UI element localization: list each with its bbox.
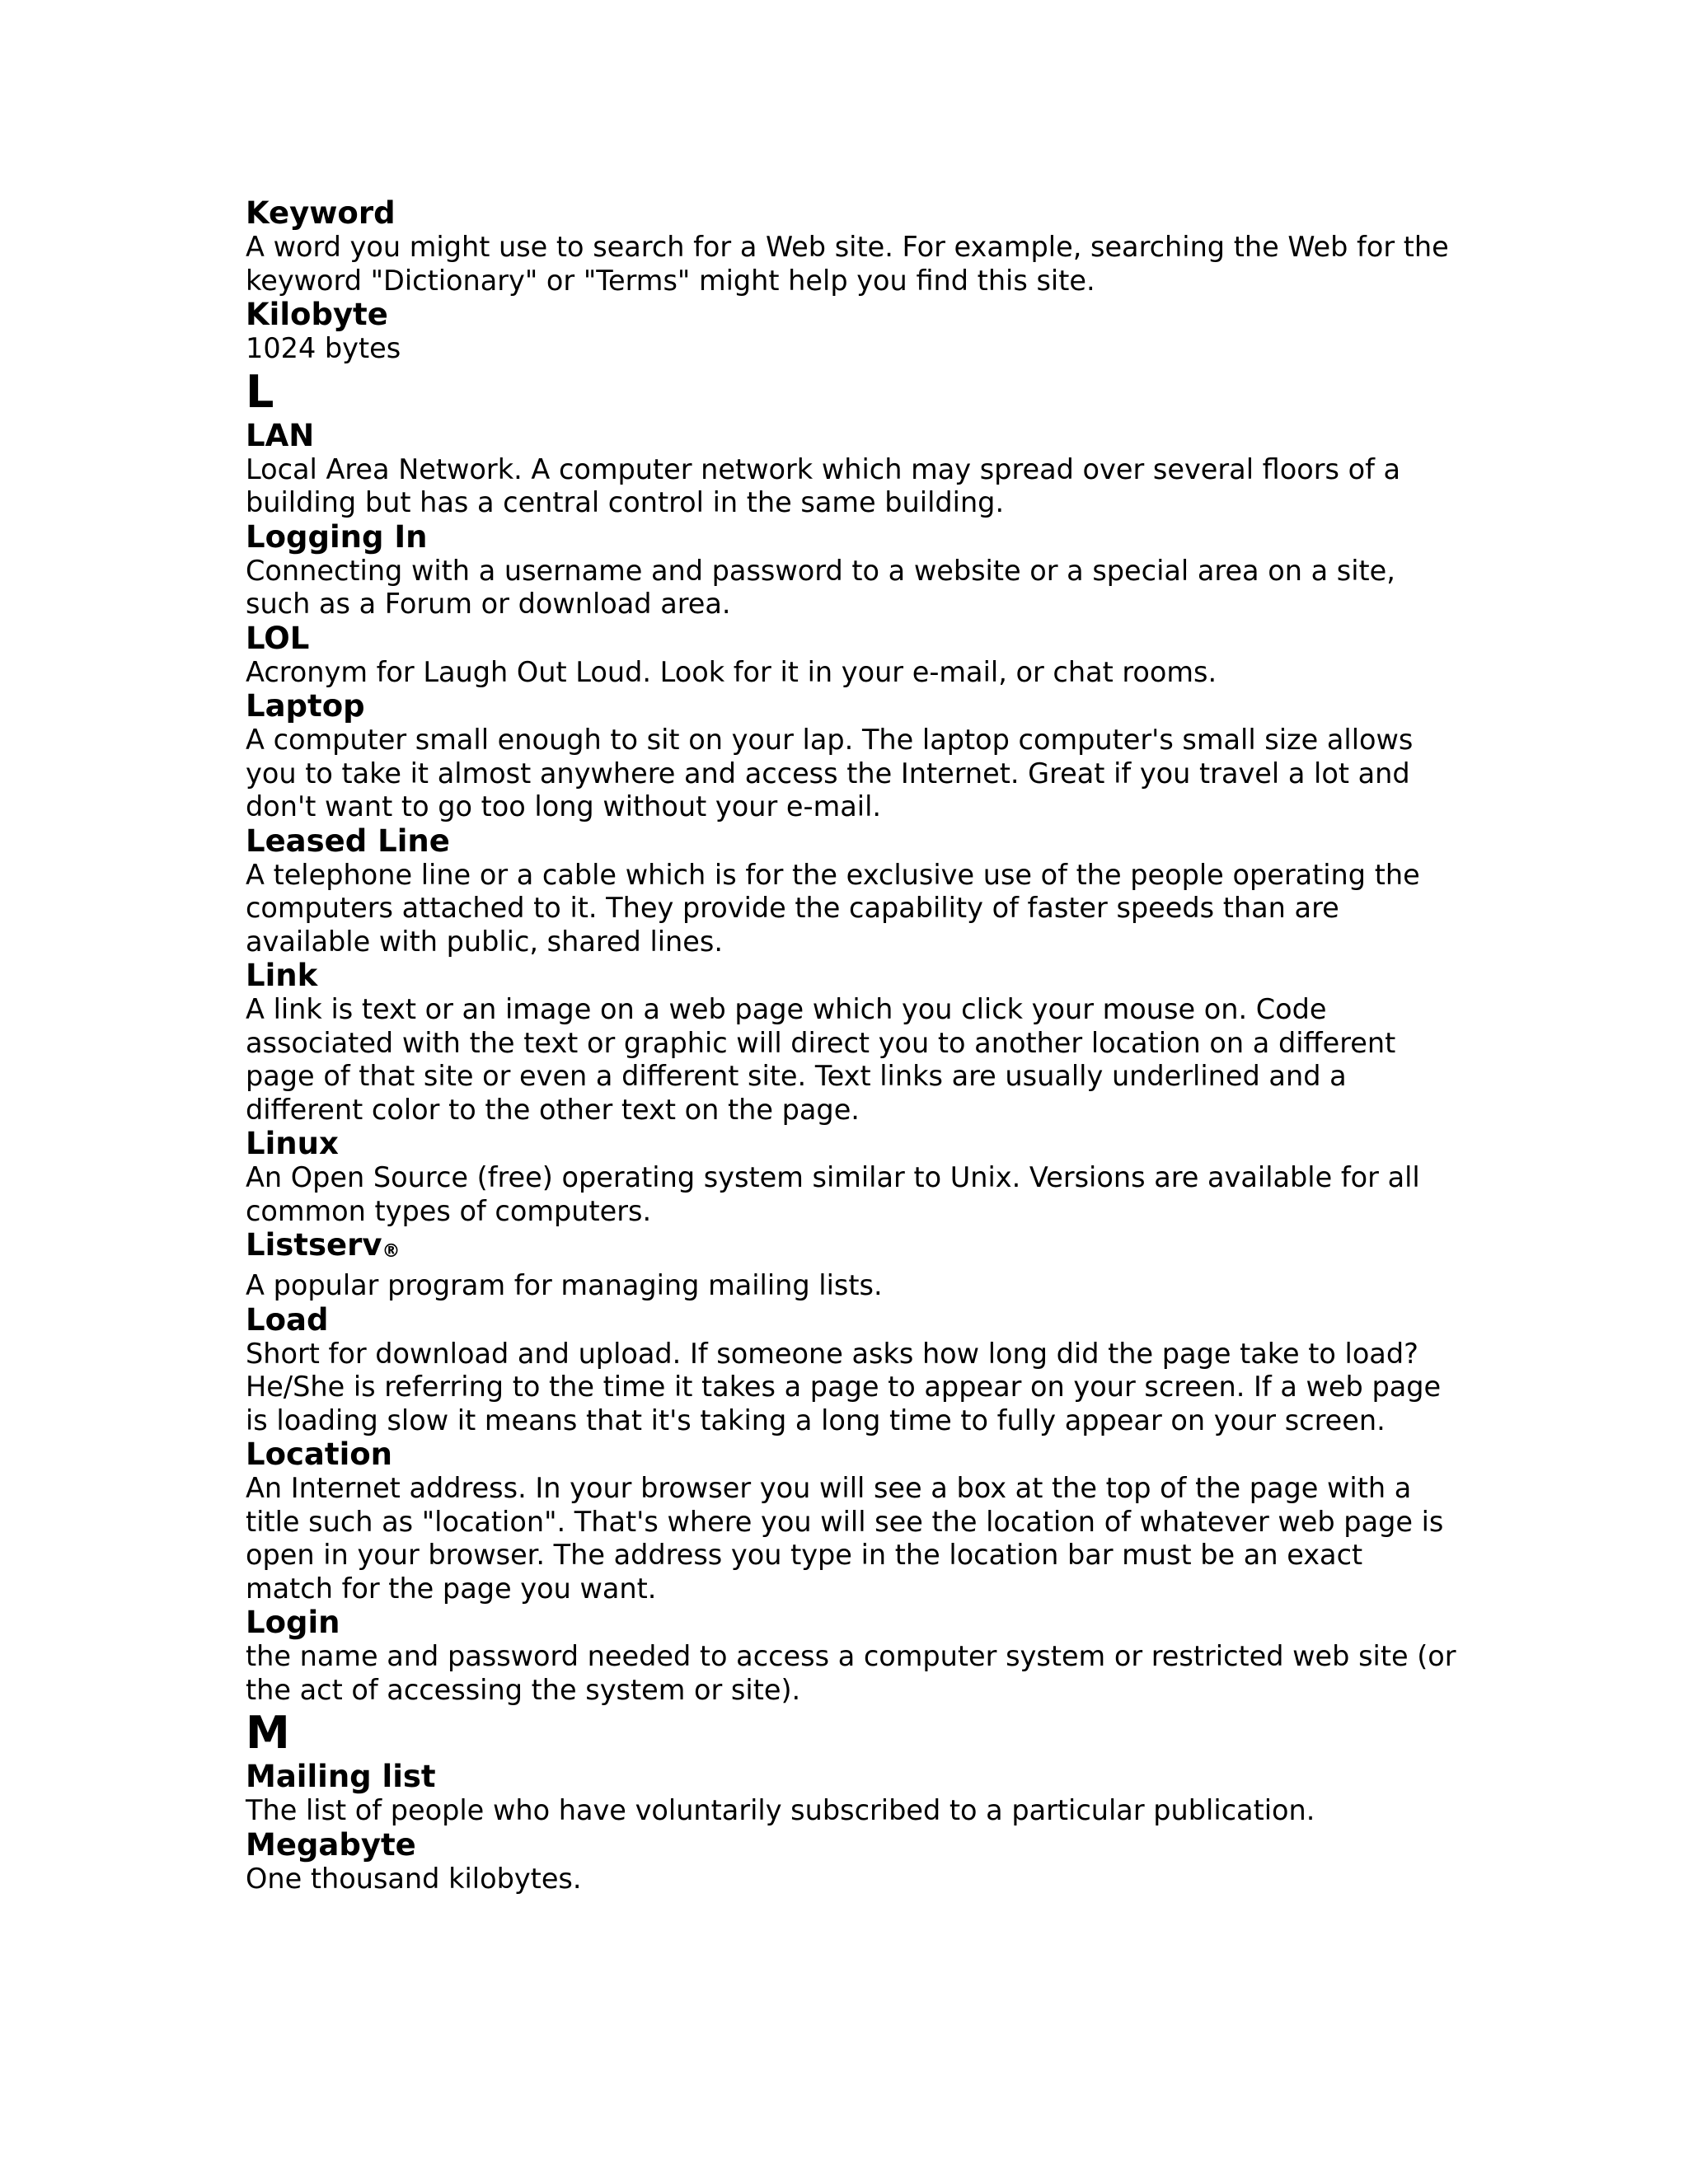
entry-definition: One thousand kilobytes. [246,1862,582,1895]
entry-term [246,1605,1457,1640]
glossary-sections [246,196,1457,1896]
section-letter-heading: L [246,365,274,418]
entry-term [246,1828,1457,1863]
glossary-entry [246,1760,1457,1828]
glossary-entry [246,621,1457,690]
entry-term [246,1127,1457,1161]
entry-term [246,1437,1457,1472]
entry-term-text: LOL [246,620,310,656]
entry-term-text: Mailing list [246,1759,436,1794]
glossary-section [246,1707,1457,1896]
section-letter-heading: M [246,1707,290,1759]
entry-term-text: Megabyte [246,1826,416,1863]
glossary-page [246,196,1457,1896]
entry-definition: Short for download and upload. If someone asks how long did the page take to load? He/She is referring to the time it takes a page to appear on your screen. If a web page is loading slow it means that it's taking a long time to fully appear on your screen. [246,1337,1442,1436]
entry-term [246,1760,1457,1794]
entry-term-text: Leased Line [246,823,450,859]
glossary-section [246,196,1457,366]
glossary-entry [246,689,1457,824]
entry-term-text: Linux [246,1126,339,1161]
entry-term [246,520,1457,555]
entry-term-text: Kilobyte [246,297,388,332]
glossary-entry [246,1228,1457,1303]
glossary-entry [246,1605,1457,1707]
entry-term [246,1228,1457,1269]
entry-definition: A popular program for managing mailing lists. [246,1269,883,1301]
entry-definition: the name and password needed to access a computer system or restricted web site (or the act of accessing the system or site). [246,1640,1456,1706]
entry-term [246,196,1457,231]
entry-definition: Local Area Network. A computer network which may spread over several floors of a building but has a central control in the same building. [246,452,1401,518]
registered-mark: ® [382,1241,401,1262]
entry-definition: A link is text or an image on a web page which you click your mouse on. Code associated with the text or graphic will direct you to another location on a different page of that site or even a different site. Text links are usually underlined and a different color to the other text on the page. [246,993,1396,1126]
entry-term [246,1303,1457,1338]
entry-term-text: Load [246,1301,329,1338]
entry-term [246,621,1457,656]
entry-term [246,419,1457,453]
entry-definition: A word you might use to search for a Web site. For example, searching the Web for the keyword "Dictionary" or "Terms" might help you find this site. [246,231,1449,297]
entry-term [246,824,1457,859]
entry-definition: Acronym for Laugh Out Loud. Look for it in your e-mail, or chat rooms. [246,655,1217,688]
glossary-entry [246,298,1457,366]
entry-term-text: Login [246,1605,340,1640]
entry-term-text: Link [246,958,318,993]
glossary-entry [246,1303,1457,1438]
entry-definition: 1024 bytes [246,332,401,364]
entry-term-text: Keyword [246,195,396,231]
glossary-entry [246,520,1457,621]
entry-term-text: LAN [246,417,315,453]
glossary-entry [246,824,1457,959]
glossary-entry [246,1127,1457,1228]
entry-term [246,958,1457,993]
entry-term-text: Laptop [246,688,365,724]
glossary-entry [246,196,1457,298]
entry-definition: A computer small enough to sit on your lap. The laptop computer's small size allows you to take it almost anywhere and access the Internet. Great if you travel a lot and don't want to go too long without your e-mail. [246,724,1414,823]
entry-term-text: Location [246,1436,393,1472]
entry-term-text: Listserv [246,1227,382,1263]
entry-term [246,689,1457,724]
entry-definition: The list of people who have voluntarily subscribed to a particular publication. [246,1794,1315,1826]
entry-term-text: Logging In [246,518,428,555]
glossary-entry [246,1437,1457,1605]
glossary-section [246,366,1457,1708]
glossary-entry [246,419,1457,520]
entry-definition: A telephone line or a cable which is for the exclusive use of the people operating the computers attached to it. They provide the capability of faster speeds than are available with public, shared lines. [246,858,1420,958]
glossary-entry [246,1828,1457,1896]
entry-definition: Connecting with a username and password to a website or a special area on a site, such as a Forum or download area. [246,554,1395,620]
entry-definition: An Open Source (free) operating system similar to Unix. Versions are available for all common types of computers. [246,1161,1420,1227]
entry-term [246,298,1457,332]
entry-definition: An Internet address. In your browser you will see a box at the top of the page with a title such as "location". That's where you will see the location of whatever web page is open in your browser. The address you type in the location bar must be an exact match for the page you want. [246,1472,1444,1605]
glossary-entry [246,958,1457,1127]
